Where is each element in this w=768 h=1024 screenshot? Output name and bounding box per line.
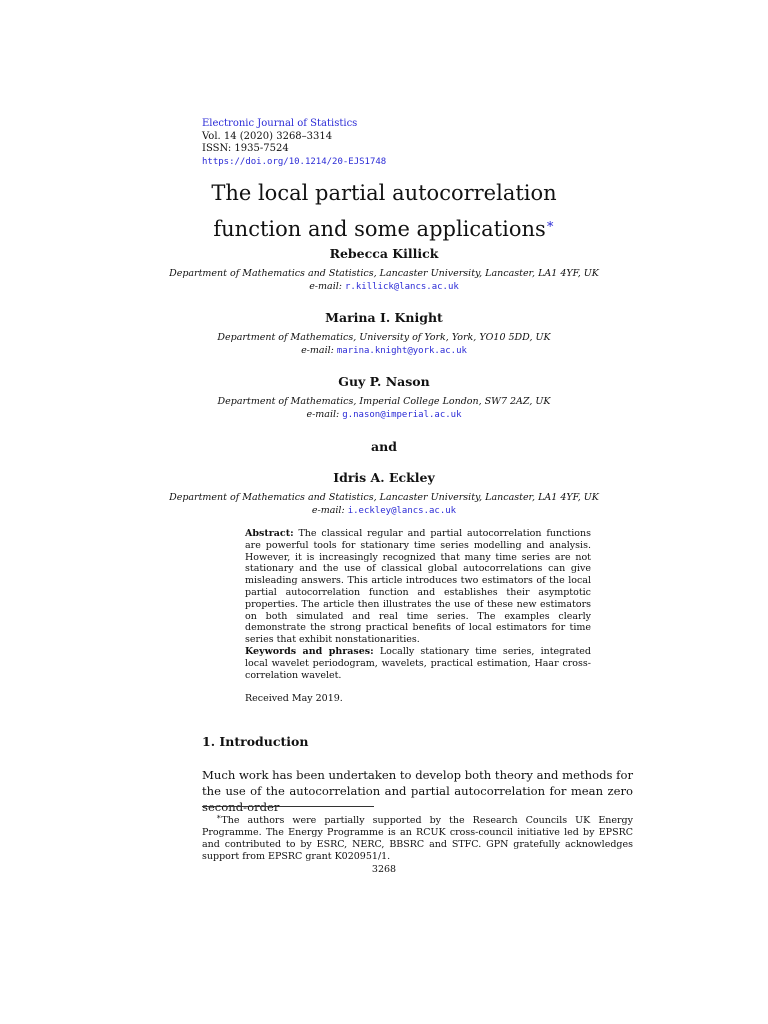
section-heading: 1. Introduction xyxy=(202,734,309,749)
email-label: e-mail: xyxy=(309,280,342,292)
received-date: Received May 2019. xyxy=(245,693,343,704)
section-body-text: Much work has been undertaken to develop both theory and methods for the use of the autocorrelation and partial autocorrelation for mean zero second-order xyxy=(202,768,633,814)
email-link[interactable]: r.killick@lancs.ac.uk xyxy=(345,281,459,292)
journal-info xyxy=(202,118,386,168)
title-line-2: function and some applications xyxy=(213,217,546,241)
keywords xyxy=(245,646,591,681)
abstract-label: Abstract: xyxy=(245,528,294,539)
footnote xyxy=(202,811,633,863)
author-affiliation xyxy=(0,492,768,517)
keywords-label: Keywords and phrases: xyxy=(245,646,374,657)
author-name: Idris A. Eckley xyxy=(333,470,435,485)
email-link[interactable]: g.nason@imperial.ac.uk xyxy=(342,409,462,420)
email-link[interactable]: marina.knight@york.ac.uk xyxy=(336,345,467,356)
email-label: e-mail: xyxy=(311,504,345,516)
keywords-text: Locally stationary time series, integrated local wavelet periodogram, wavelets, practical estimation, Haar cross-correlation wavelet. xyxy=(245,646,591,681)
affiliation-text: Department of Mathematics, Imperial College London, SW7 2AZ, UK xyxy=(217,396,551,407)
affiliation-text: Department of Mathematics and Statistics, Lancaster University, Lancaster, LA1 4YF, UK xyxy=(169,268,599,279)
email-link[interactable]: i.eckley@lancs.ac.uk xyxy=(347,505,457,516)
affiliation-text: Department of Mathematics, University of York, York, YO10 5DD, UK xyxy=(217,332,551,343)
journal-name-link[interactable]: Electronic Journal of Statistics xyxy=(202,118,358,129)
abstract-text: The classical regular and partial autocorrelation functions are powerful tools for stationary time series modelling and analysis. However, it is increasingly recognized that many time series are not stationary and the use of classical global autocorrelations can give misleading answers. This article introduces two estimators of the local partial autocorrelation function and establishes their asymptotic properties. The article then illustrates the use of these new estimators on both simulated and real time series. The examples clearly demonstrate the strong practical benefits of local estimators for time series that exhibit nonstationarities. xyxy=(245,528,591,646)
author-name: Rebecca Killick xyxy=(329,246,439,261)
author-name: Marina I. Knight xyxy=(325,310,443,325)
footnote-mark: ∗ xyxy=(216,812,222,821)
author-affiliation xyxy=(0,396,768,421)
abstract xyxy=(245,528,591,646)
title-line-1: The local partial autocorrelation xyxy=(211,181,557,205)
doi-link[interactable]: https://doi.org/10.1214/20-EJS1748 xyxy=(202,156,387,167)
journal-issn: ISSN: 1935-7524 xyxy=(202,143,289,154)
journal-volume: Vol. 14 (2020) 3268–3314 xyxy=(202,130,333,142)
title-footnote-mark[interactable]: ∗ xyxy=(545,217,555,232)
author-name: Guy P. Nason xyxy=(338,374,430,389)
affiliation-text: Department of Mathematics and Statistics, Lancaster University, Lancaster, LA1 4YF, UK xyxy=(169,492,599,503)
email-label: e-mail: xyxy=(306,408,340,420)
email-label: e-mail: xyxy=(301,344,334,356)
paper-title xyxy=(0,178,768,245)
and-separator: and xyxy=(371,439,397,454)
footnote-rule xyxy=(202,806,374,807)
author-affiliation xyxy=(0,268,768,293)
author-affiliation xyxy=(0,332,768,357)
page-number: 3268 xyxy=(371,864,397,875)
footnote-text: The authors were partially supported by the Research Councils UK Energy Programme. The Energy Programme is an RCUK cross-council initiative led by EPSRC and contributed to by ESRC, NERC, BBSRC and STFC. GPN gratefully acknowledges support from EPSRC grant K020951/1. xyxy=(202,815,633,863)
